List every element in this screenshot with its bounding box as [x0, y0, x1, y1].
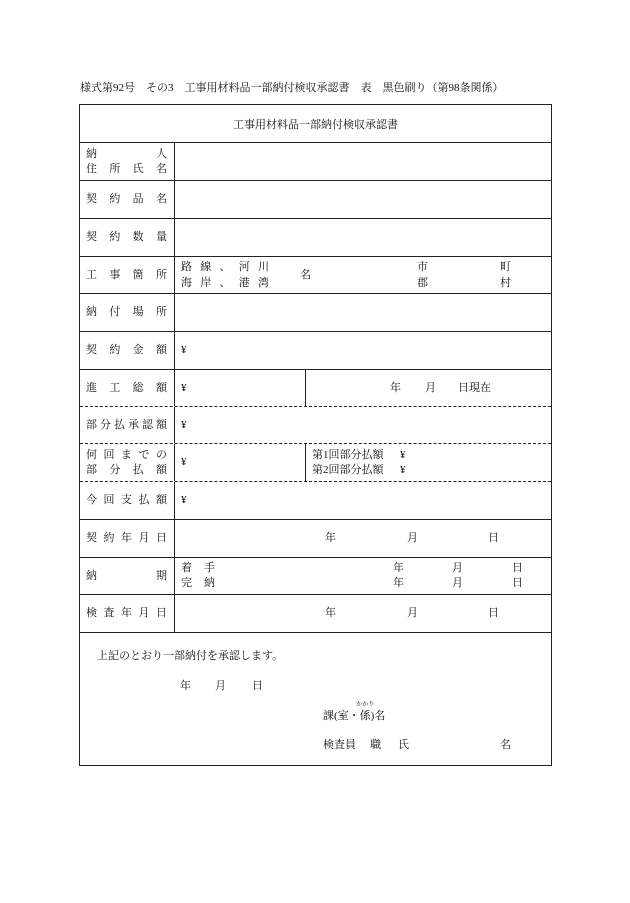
label-character: 期	[156, 569, 167, 582]
label-character: 、	[219, 277, 231, 289]
label-character: 払	[132, 463, 144, 476]
label-character: 認	[142, 418, 153, 431]
work-location-label-text	[86, 268, 167, 283]
installment-1	[312, 448, 406, 463]
approval-date-day: 日	[252, 680, 263, 692]
installment-list	[312, 444, 406, 481]
label-character: 約	[103, 532, 115, 544]
partial-payments-to-date-value	[175, 444, 551, 481]
label-character: 査	[103, 607, 115, 619]
delivery-place-value-field	[175, 294, 551, 331]
label-character: 月	[138, 607, 150, 619]
current-payment-yen: ¥	[181, 494, 187, 506]
location-name-suffix: 名	[300, 268, 311, 281]
approval-date-month: 月	[215, 680, 226, 692]
progress-total-year: 年	[390, 381, 401, 394]
label-character: 所	[155, 306, 167, 318]
current-payment-row	[80, 482, 551, 520]
label-character: 契	[86, 231, 97, 243]
section-ruby-group	[356, 702, 375, 723]
supplier-label	[80, 143, 175, 180]
inspection-date-label	[80, 595, 175, 632]
label-character: 岸	[200, 277, 212, 289]
label-character: 線	[200, 261, 212, 273]
label-character: 路	[181, 261, 192, 273]
village-label: 村	[500, 277, 511, 289]
label-character: 数	[132, 231, 144, 243]
label-character: 納	[86, 147, 97, 160]
inspection-date-year: 年	[325, 607, 336, 619]
label-character: 約	[109, 344, 121, 356]
label-character: 今	[86, 494, 97, 506]
partial-payments-to-date-row	[80, 444, 551, 482]
label-character: 手	[204, 562, 215, 574]
label-character: 何	[86, 448, 97, 461]
approval-section	[80, 633, 551, 765]
partial-payment-approved-value	[175, 407, 551, 443]
work-location-row	[80, 257, 551, 294]
inspection-date-value	[175, 595, 551, 632]
start-year: 年	[393, 562, 404, 574]
contract-date-value	[175, 520, 551, 557]
contract-date-year: 年	[325, 532, 336, 544]
work-location-type-labels	[181, 257, 269, 293]
label-character: 品	[132, 193, 144, 205]
label-character: 額	[155, 344, 167, 356]
label-character: 分	[100, 418, 111, 431]
route-river-label	[181, 259, 269, 275]
label-character: ま	[121, 448, 132, 461]
inspector-label: 検査員	[323, 739, 356, 751]
label-character: 場	[132, 306, 144, 318]
installment-1-label: 第1回部分払額	[312, 448, 384, 461]
label-character: 納	[204, 577, 215, 589]
town-label: 町	[500, 261, 511, 273]
label-character: 名	[155, 162, 167, 175]
town-village-labels	[500, 257, 511, 293]
contract-date-day: 日	[488, 532, 499, 544]
current-payment-value	[175, 482, 551, 519]
city-label: 市	[417, 261, 428, 273]
label-character: 着	[181, 562, 192, 574]
supplier-label-line2	[86, 162, 167, 177]
work-location-label	[80, 257, 175, 293]
label-character: 人	[156, 147, 167, 160]
county-label: 郡	[417, 277, 428, 289]
form-number-heading: 様式第92号 その3 工事用材料品一部納付検収承認書 表 黒色刷り（第98条関係）	[80, 82, 504, 94]
partial-payment-approved-label-text	[86, 418, 167, 433]
partial-payment-approved-yen: ¥	[181, 418, 187, 431]
installment-2	[312, 463, 406, 478]
city-county-labels	[417, 257, 428, 293]
name-suffix-label: 名	[500, 739, 511, 751]
delivery-term-label	[80, 558, 175, 594]
label-character: 川	[258, 261, 269, 273]
start-day: 日	[512, 562, 523, 574]
label-character: 額	[155, 463, 167, 476]
progress-total-label-text	[86, 381, 167, 396]
progress-total-value	[175, 370, 551, 406]
partial-payments-to-date-label-line2	[86, 463, 167, 478]
delivery-place-label-text	[86, 305, 167, 320]
partial-payments-divider	[175, 444, 306, 481]
label-character: 日	[156, 532, 167, 544]
approval-date-year: 年	[180, 680, 191, 692]
label-character: 約	[109, 193, 121, 205]
label-character: 金	[132, 344, 144, 356]
progress-total-yen: ¥	[181, 381, 187, 394]
form-title: 工事用材料品一部納付検収承認書	[233, 118, 398, 131]
delivery-term-row	[80, 558, 551, 595]
completion-year: 年	[393, 577, 404, 589]
contract-quantity-label-text	[86, 230, 167, 245]
label-character: 工	[109, 381, 121, 394]
label-character: 年	[121, 532, 132, 544]
progress-total-day-as-of: 日現在	[458, 381, 491, 394]
label-character: 額	[156, 418, 167, 431]
section-name-prefix: 課(室・	[323, 710, 360, 722]
installment-2-label: 第2回部分払額	[312, 463, 384, 476]
section-name-suffix: )名	[370, 710, 386, 722]
partial-payments-to-date-yen: ¥	[181, 456, 187, 468]
installment-2-yen: ¥	[400, 463, 406, 476]
section-ruby-base: 係	[359, 710, 371, 722]
start-month: 月	[452, 562, 463, 574]
label-character: 払	[114, 418, 125, 431]
delivery-term-label-text	[86, 569, 167, 584]
contract-date-row	[80, 520, 551, 558]
completion-label	[181, 576, 215, 591]
label-character: 年	[121, 607, 132, 619]
completion-day: 日	[512, 577, 523, 589]
inspection-date-day: 日	[488, 607, 499, 619]
current-payment-label-text	[86, 493, 167, 508]
delivery-term-days	[512, 558, 523, 594]
delivery-place-row	[80, 294, 551, 332]
label-character: 所	[109, 162, 121, 175]
contract-item-label	[80, 181, 175, 218]
label-character: 回	[103, 494, 115, 506]
label-character: 支	[121, 494, 132, 506]
name-label: 氏	[398, 739, 409, 751]
contract-date-label-text	[86, 531, 167, 546]
partial-payments-to-date-label-line1	[86, 448, 167, 463]
section-name-line	[323, 702, 386, 723]
supplier-label-line1	[86, 147, 167, 162]
label-character: 部	[86, 463, 97, 476]
supplier-value-field	[175, 143, 551, 180]
label-character: 契	[86, 344, 97, 356]
label-character: 湾	[258, 277, 269, 289]
label-character: 箇	[132, 268, 144, 281]
label-character: 河	[238, 261, 250, 273]
partial-payment-approved-label	[80, 407, 175, 443]
label-character: 海	[181, 277, 192, 289]
position-label: 職	[370, 739, 381, 751]
coast-port-label	[181, 275, 269, 291]
label-character: で	[138, 448, 150, 461]
form-title-row	[80, 105, 551, 143]
contract-amount-row	[80, 332, 551, 370]
inspection-date-month: 月	[407, 607, 418, 619]
contract-amount-label-text	[86, 343, 167, 358]
label-character: 額	[155, 381, 167, 394]
label-character: 日	[156, 607, 167, 619]
contract-date-label	[80, 520, 175, 557]
label-character: 名	[155, 193, 167, 205]
partial-payment-approved-row	[80, 407, 551, 444]
label-character: 約	[109, 231, 121, 243]
partial-payments-to-date-label	[80, 444, 175, 481]
progress-total-divider	[175, 370, 306, 406]
contract-item-label-text	[86, 192, 167, 207]
label-character: 付	[109, 306, 121, 318]
delivery-term-value	[175, 558, 551, 594]
start-work-label	[181, 561, 215, 576]
label-character: の	[156, 448, 167, 461]
approval-statement: 上記のとおり一部納付を承認します。	[97, 650, 284, 662]
label-character: 回	[103, 448, 115, 461]
label-character: 承	[128, 418, 139, 431]
label-character: 所	[155, 268, 167, 281]
contract-quantity-row	[80, 219, 551, 257]
progress-total-month: 月	[425, 381, 436, 394]
label-character: 払	[138, 494, 150, 506]
label-character: 、	[219, 261, 231, 273]
label-character: 納	[86, 569, 97, 582]
contract-amount-label	[80, 332, 175, 369]
label-character: 部	[86, 418, 97, 431]
label-character: 納	[86, 306, 97, 318]
delivery-term-years	[393, 558, 404, 594]
label-character: 氏	[132, 162, 144, 175]
contract-quantity-value-field	[175, 219, 551, 256]
current-payment-label	[80, 482, 175, 519]
contract-item-value-field	[175, 181, 551, 218]
installment-1-yen: ¥	[400, 448, 406, 461]
delivery-term-row-labels	[181, 558, 215, 594]
delivery-place-label	[80, 294, 175, 331]
contract-quantity-label	[80, 219, 175, 256]
label-character: 量	[155, 231, 167, 243]
contract-date-month: 月	[407, 532, 418, 544]
inspection-date-row	[80, 595, 551, 633]
label-character: 分	[109, 463, 121, 476]
contract-item-row	[80, 181, 551, 219]
contract-amount-yen: ¥	[181, 344, 187, 356]
label-character: 月	[138, 532, 150, 544]
label-character: 契	[86, 193, 97, 205]
label-character: 総	[132, 381, 144, 394]
progress-total-row	[80, 370, 551, 407]
label-character: 完	[181, 577, 192, 589]
label-character: 住	[86, 162, 97, 175]
supplier-row	[80, 143, 551, 181]
label-character: 事	[109, 268, 121, 281]
progress-total-label	[80, 370, 175, 406]
label-character: 額	[156, 494, 167, 506]
label-character: 検	[86, 607, 97, 619]
acceptance-approval-form	[79, 104, 552, 766]
label-character: 進	[86, 381, 97, 394]
label-character: 港	[238, 277, 250, 289]
inspection-date-label-text	[86, 606, 167, 621]
label-character: 工	[86, 268, 97, 281]
work-location-value	[175, 257, 551, 293]
contract-amount-value	[175, 332, 551, 369]
delivery-term-months	[452, 558, 463, 594]
completion-month: 月	[452, 577, 463, 589]
section-ruby-reading: かかり	[356, 702, 375, 708]
label-character: 契	[86, 532, 97, 544]
